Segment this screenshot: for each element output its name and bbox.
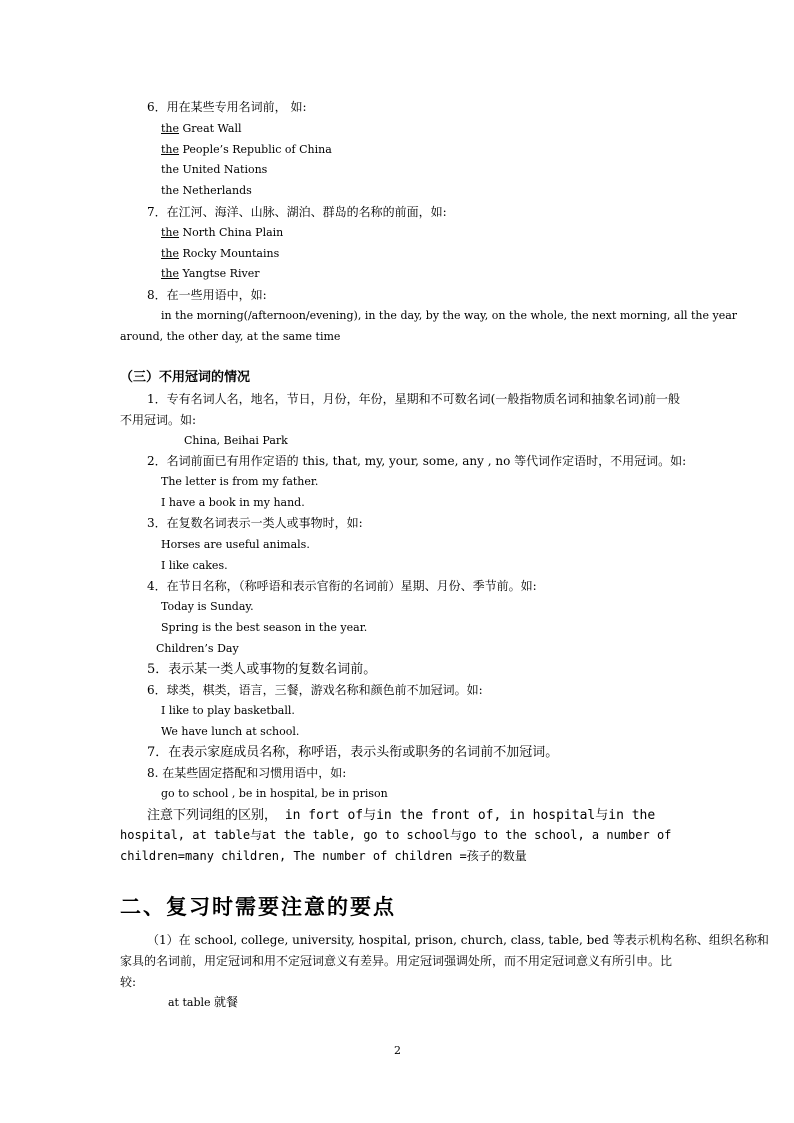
example-line: Children’s Day <box>156 642 239 655</box>
article-the: the <box>161 143 180 156</box>
example-line: go to school , be in hospital, be in prison <box>161 787 388 800</box>
example-line: I like cakes. <box>161 559 228 572</box>
example-zh: 就餐 <box>214 995 239 1009</box>
section7-heading: 7．在江河、海洋、山脉、湖泊、群岛的名称的前面，如: <box>147 205 447 219</box>
example-en: at table <box>168 996 211 1009</box>
page-number: 2 <box>394 1044 401 1057</box>
example-line: the People’s Republic of China <box>161 143 332 156</box>
example-line: the Yangtse River <box>161 267 260 280</box>
rule-5: 5．表示某一类人或事物的复数名词前。 <box>147 662 377 677</box>
example-line: the North China Plain <box>161 226 284 239</box>
point-1-line3: 较: <box>120 975 137 989</box>
rule-8-heading: 8. 在某些固定搭配和习惯用语中，如: <box>147 766 347 780</box>
point-1-line1: （1）在 school, college, university, hospital, prison, church, class, table, bed 等表示机构名称、组织名称和 <box>147 933 769 947</box>
article-the: the <box>161 226 180 239</box>
example-line: Horses are useful animals. <box>161 538 310 551</box>
example-line: China, Beihai Park <box>184 434 288 447</box>
part2-title: 二、复习时需要注意的要点 <box>120 895 396 919</box>
rule-1-line1: 1．专有名词人名，地名，节日，月份，年份，星期和不可数名词(一般指物质名词和抽象名词)前一般 <box>147 392 681 406</box>
example-line: Today is Sunday. <box>161 600 254 613</box>
rule-6-heading: 6．球类，棋类，语言，三餐，游戏名称和颜色前不加冠词。如: <box>147 683 483 697</box>
example-line: the United Nations <box>161 163 268 176</box>
article-the: the <box>161 267 180 280</box>
example-line: The letter is from my father. <box>161 475 319 488</box>
example-line: We have lunch at school. <box>161 725 300 738</box>
rule-4-heading: 4．在节日名称，（称呼语和表示官衔的名词前）星期、月份、季节前。如: <box>147 579 537 593</box>
example-line: Spring is the best season in the year. <box>161 621 368 634</box>
article-the: the <box>161 122 180 135</box>
section6-heading: 6．用在某些专用名词前， 如: <box>147 100 307 114</box>
example-line: the Rocky Mountains <box>161 247 280 260</box>
article-the: the <box>161 247 180 260</box>
part3-title: （三）不用冠词的情况 <box>120 370 251 385</box>
section8-heading: 8．在一些用语中，如: <box>147 288 267 302</box>
note-line: hospital, at table与at the table, go to school与go to the school, a number of <box>120 828 672 842</box>
rule-2-heading: 2．名词前面已有用作定语的 this, that, my, your, some, any , no 等代词作定语时，不用冠词。如: <box>147 454 687 468</box>
example-line: the Netherlands <box>161 184 252 197</box>
example-line: I have a book in my hand. <box>161 496 305 509</box>
rule-7: 7．在表示家庭成员名称，称呼语，表示头衔或职务的名词前不加冠词。 <box>147 745 559 760</box>
point-1-line2: 家具的名词前，用定冠词和用不定冠词意义有差异。用定冠词强调处所，而不用定冠词意义有所引申。比 <box>120 954 673 968</box>
rule-3-heading: 3．在复数名词表示一类人或事物时，如: <box>147 516 363 530</box>
note-line: children=many children, The number of children =孩子的数量 <box>120 849 527 863</box>
example-line: the Great Wall <box>161 122 242 135</box>
example-line: I like to play basketball. <box>161 704 295 717</box>
example-line: around, the other day, at the same time <box>120 330 341 343</box>
note-line: 注意下列词组的区别， in fort of与in the front of, in hospital与in the <box>147 808 656 823</box>
rule-1-line2: 不用冠词。如: <box>120 413 197 427</box>
example-line: in the morning(/afternoon/evening), in the day, by the way, on the whole, the next morning, all the year <box>161 309 738 322</box>
